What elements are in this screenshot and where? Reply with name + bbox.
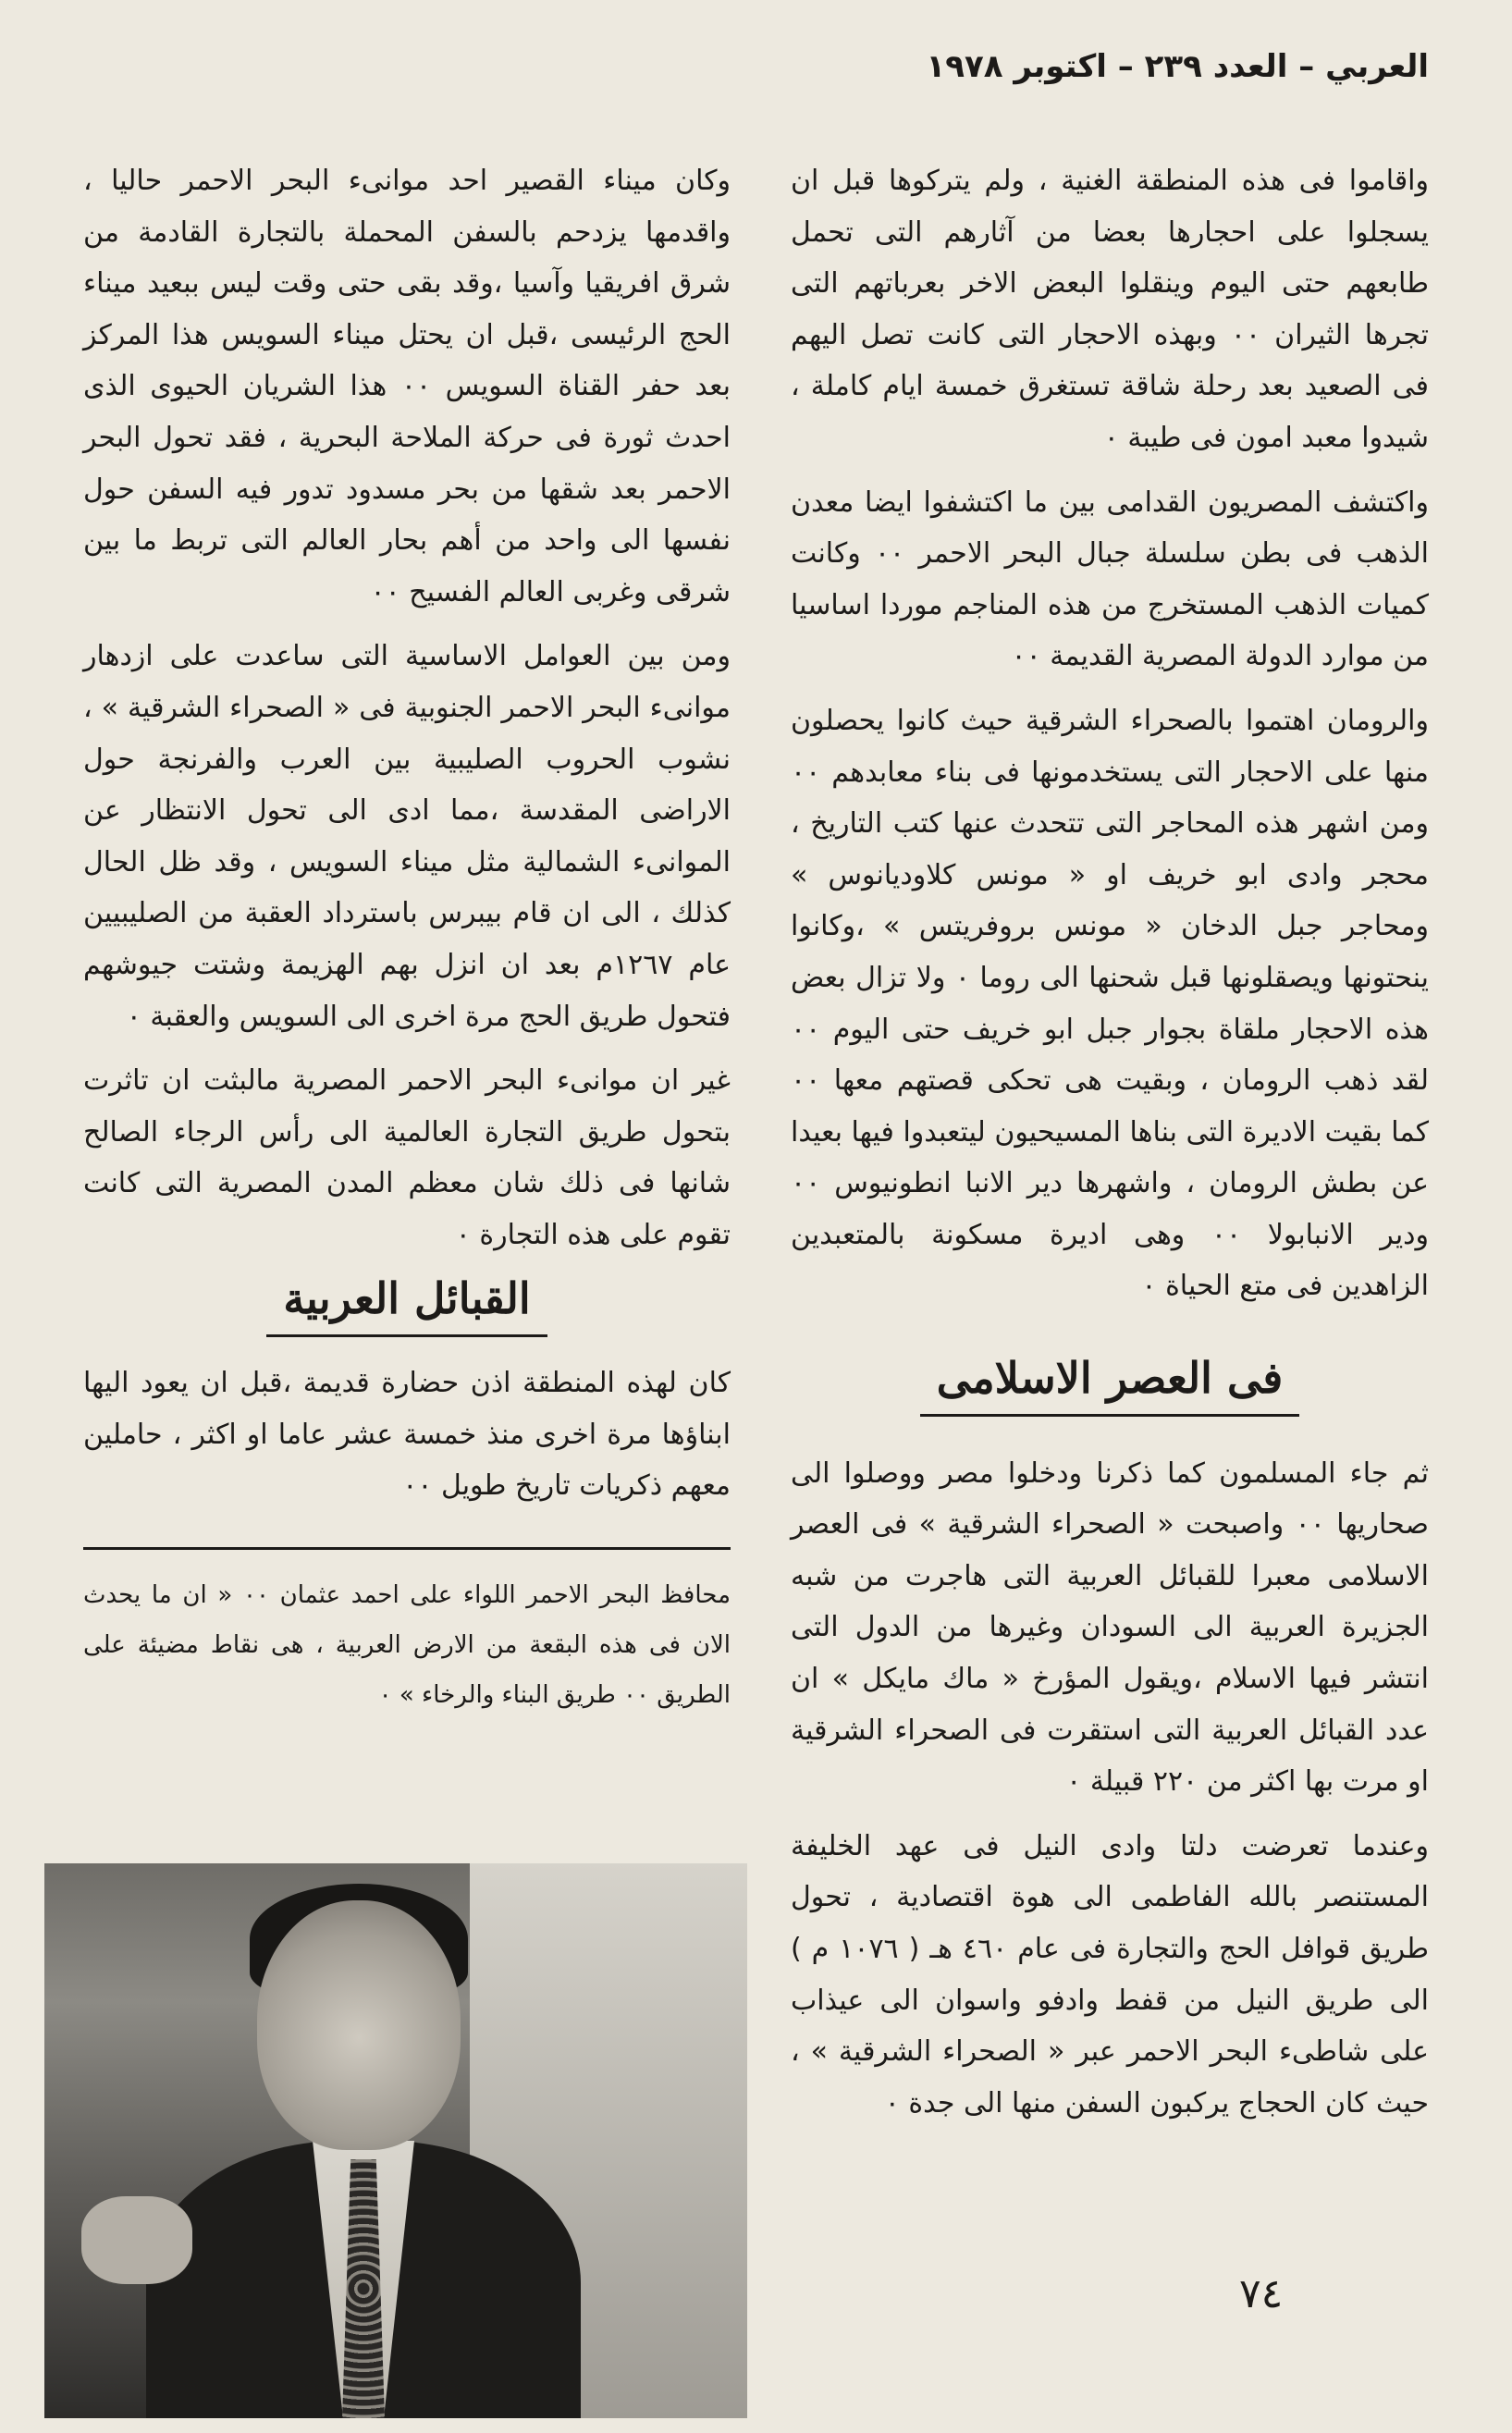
divider — [83, 1547, 731, 1550]
paragraph: واكتشف المصريون القدامى بين ما اكتشفوا ايضا معدن الذهب فى بطن سلسلة جبال البحر الاحمر ٠٠ وكانت كميات الذهب المستخرج من هذه المناجم موردا اساسيا من موارد الدولة المصرية القديمة ٠٠ — [791, 485, 1429, 673]
section-title-text: القبائل العربية — [266, 1273, 547, 1337]
right-column — [791, 155, 1429, 2142]
paragraph: وكان ميناء القصير احد موانىء البحر الاحمر حاليا ، واقدمها يزدحم بالسفن المحملة بالتجارة القادمة من شرق افريقيا وآسيا ،وقد بقى حتى وقت ليس ببعيد ميناء الحج الرئيسى ،قبل ان يحتل ميناء السويس هذا المركز بعد حفر القناة السويس ٠٠ هذا الشريان الحيوى الذى احدث ثورة فى حركة الملاحة البحرية ، فقد تحول البحر الاحمر بعد شقها من بحر مسدود تدور فيه السفن حول نفسها الى واحد من أهم بحار العالم التى تربط ما بين شرقى وغربى العالم الفسيح ٠٠ — [83, 165, 731, 608]
paragraph: وعندما تعرضت دلتا وادى النيل فى عهد الخليفة المستنصر بالله الفاطمى الى هوة اقتصادية ، تحول طريق قوافل الحج والتجارة فى عام ٤٦٠ هـ ( ١٠٧٦ م ) الى طريق النيل من قفط وادفو واسوان الى عيذاب على شاطىء البحر الاحمر عبر « الصحراء الشرقية » ، حيث كان الحجاج يركبون السفن منها الى جدة ٠ — [791, 1829, 1429, 2120]
paragraph: والرومان اهتموا بالصحراء الشرقية حيث كانوا يحصلون منها على الاحجار التى يستخدمونها فى بناء معابدهم ٠٠ ومن اشهر هذه المحاجر التى تتحدث عنها كتب التاريخ ، محجر وادى ابو خريف او « مونس كلاوديانوس » ومحاجر جبل الدخان « مونس بروفريتس » ،وكانوا ينحتونها ويصقلونها قبل شحنها الى روما ٠ ولا تزال بعض هذه الاحجار ملقاة بجوار جبل ابو خريف حتى اليوم ٠٠ لقد ذهب الرومان ، وبقيت هى تحكى قصتهم معها ٠٠ كما بقيت الاديرة التى بناها المسيحيون ليتعبدوا فيها بعيدا عن بطش الرومان ، واشهرها دير الانبا انطونيوس ٠٠ ودير الانبابولا ٠٠ وهى اديرة مسكونة بالمتعبدين الزاهدين فى متع الحياة ٠ — [791, 704, 1430, 1303]
photo-face — [257, 1900, 461, 2150]
paragraph: كان لهذه المنطقة اذن حضارة قديمة ،قبل ان يعود اليها ابناؤها مرة اخرى منذ خمسة عشر عاما او اكثر ، حاملين معهم ذكريات تاريخ طويل ٠٠ — [83, 1367, 731, 1503]
running-head: العربي – العدد ٢٣٩ – اكتوبر ١٩٧٨ — [926, 48, 1429, 85]
page-number: ٧٤ — [1239, 2270, 1284, 2317]
section-title — [791, 1353, 1429, 1417]
photo-caption: محافظ البحر الاحمر اللواء على احمد عثمان ٠٠ « ان ما يحدث الان فى هذه البقعة من الارض العربية ، هى نقاط مضيئة على الطريق ٠٠ طريق البناء والرخاء » ٠ — [83, 1580, 731, 1709]
left-column — [83, 155, 731, 1720]
paragraph: ومن بين العوامل الاساسية التى ساعدت على ازدهار موانىء البحر الاحمر الجنوبية فى « الصحراء الشرقية » ، نشوب الحروب الصليبية بين العرب والفرنجة حول الاراضى المقدسة ،مما ادى الى تحول الانتظار عن الموانىء الشمالية مثل ميناء السويس ، وقد ظل الحال كذلك ، الى ان قام بيبرس باسترداد العقبة من الصليبيين عام ١٢٦٧م بعد ان انزل بهم الهزيمة وشتت جيوشهم فتحول طريق الحج مرة اخرى الى السويس والعقبة ٠ — [83, 640, 731, 1033]
portrait-photo — [44, 1863, 747, 2418]
paragraph: واقاموا فى هذه المنطقة الغنية ، ولم يتركوها قبل ان يسجلوا على احجارها بعضا من آثارهم التى تحمل طابعهم حتى اليوم وينقلوا البعض الاخر بعرباتهم التى تجرها الثيران ٠٠ وبهذه الاحجار التى كانت تصل اليهم فى الصعيد بعد رحلة شاقة تستغرق خمسة ايام كاملة ، شيدوا معبد امون فى طيبة ٠ — [791, 165, 1429, 454]
photo-hand — [81, 2196, 192, 2284]
paragraph: غير ان موانىء البحر الاحمر المصرية مالبثت ان تاثرت بتحول طريق التجارة العالمية الى رأس الرجاء الصالح شانها فى ذلك شان معظم المدن المصرية التى كانت تقوم على هذه التجارة ٠ — [83, 1064, 731, 1251]
section-title — [83, 1273, 731, 1337]
section-title-text: فى العصر الاسلامى — [920, 1353, 1300, 1417]
paragraph: ثم جاء المسلمون كما ذكرنا ودخلوا مصر ووصلوا الى صحاريها ٠٠ واصبحت « الصحراء الشرقية » فى العصر الاسلامى معبرا للقبائل العربية التى هاجرت من شبه الجزيرة العربية الى السودان وغيرها من الدول التى انتشر فيها الاسلام ،ويقول المؤرخ « ماك مايكل » ان عدد القبائل العربية التى استقرت فى الصحراء الشرقية او مرت بها اكثر من ٢٢٠ قبيلة ٠ — [791, 1456, 1429, 1799]
